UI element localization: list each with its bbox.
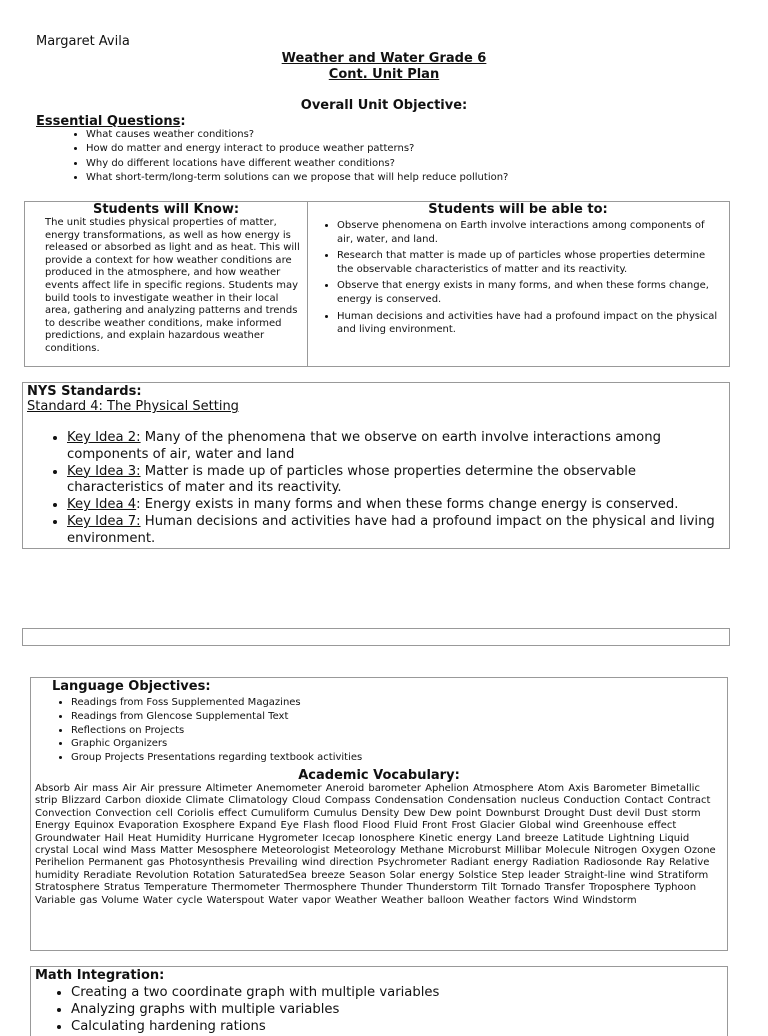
key-idea-label: Key Idea 3:: [67, 463, 141, 479]
able-heading: Students will be able to:: [428, 202, 608, 217]
math-box: [30, 966, 728, 1036]
list-item: • Analyzing graphs with multiple variables: [71, 1002, 727, 1019]
list-item: • Group Projects Presentations regarding textbook activities: [71, 751, 727, 765]
nys-heading: NYS Standards:: [27, 384, 142, 399]
list-item: • What short-term/long-term solutions can we propose that will help reduce pollution?: [86, 171, 508, 185]
list-item: • Reflections on Projects: [71, 724, 727, 738]
document-subtitle: Cont. Unit Plan: [328, 67, 440, 82]
list-item: [67, 497, 725, 514]
nys-standard: Standard 4: The Physical Setting: [27, 399, 239, 414]
list-item: [67, 514, 725, 548]
key-idea-text: Matter is made up of particles whose properties determine the observable characteristics of mater and its reactivity.: [67, 463, 636, 496]
list-item: • Observe phenomena on Earth involve interactions among components of air, water, and land.: [337, 219, 723, 246]
list-item: • What causes weather conditions?: [86, 128, 508, 142]
key-idea-text: : Energy exists in many forms and when these forms change energy is conserved.: [136, 497, 679, 513]
list-item: [67, 430, 725, 464]
key-idea-label: Key Idea 2:: [67, 430, 141, 445]
empty-box: [22, 628, 730, 646]
list-item: • Graphic Organizers: [71, 737, 727, 751]
language-heading: Language Objectives:: [52, 679, 211, 694]
key-idea-text: Human decisions and activities have had a profound impact on the physical and living environment.: [67, 513, 715, 546]
essential-questions-heading: Essential Questions:: [36, 114, 186, 129]
vocabulary-text: Absorb Air mass Air Air pressure Altimeter Anemometer Aneroid barometer Aphelion Atmosphere Atom Axis Barometer Bimetallic strip Blizzard Carbon dioxide Climate Climatology Cloud Compass Condensation Condensation nucleus Conduction Contact Contract Convection Convection cell Coriolis effect Cumuliform Cumulus Density Dew Dew point Downburst Drought Dust devil Dust storm Energy Equinox Evaporation Exosphere Expand Eye Flash flood Flood Fluid Front Frost Glacier Global wind Greenhouse effect Groundwater Hail Heat Humidity Hurricane Hygrometer Icecap Ionosphere Kinetic energy Land breeze Latitude Lightning Liquid crystal Local wind Mass Matter Mesosphere Meteorologist Meteorology Methane Microburst Millibar Molecule Nitrogen Oxygen Ozone Perihelion Permanent gas Photosynthesis Prevailing wind direction Psychrometer Radiant energy Radiation Radiosonde Ray Relative humidity Reradiate Revolution Rotation SaturatedSea breeze Season Solar energy Solstice Step leader Straight-line wind Stratiform Stratosphere Stratus Temperature Thermometer Thermosphere Thunder Thunderstorm Tilt Tornado Transfer Troposphere Typhoon Variable gas Volume Water cycle Waterspout Water vapor Weather Weather balloon Weather factors Wind Windstorm: [35, 782, 716, 906]
know-able-table: [24, 201, 730, 367]
know-text: The unit studies physical properties of matter, energy transformations, as well as how energy is released or absorbed as light and as heat. This will provide a context for how weather conditions are produced in the atmosphere, and how weather events affect life in specific regions. Students may build tools to investigate weather in their local area, gathering and analyzing patterns and trends to describe weather conditions, make informed predictions, and explain hazardous weather conditions.: [45, 217, 300, 354]
nys-standards-box: [22, 382, 730, 549]
able-cell: [307, 202, 729, 340]
math-list: [31, 985, 727, 1035]
document-title: Weather and Water Grade 6: [281, 51, 487, 66]
list-item: • Calculating hardening rations: [71, 1019, 727, 1036]
key-ideas-list: [27, 430, 725, 548]
list-item: • Readings from Glencose Supplemental Text: [71, 710, 727, 724]
list-item: • Why do different locations have different weather conditions?: [86, 157, 508, 171]
able-list: [307, 219, 729, 337]
list-item: • Observe that energy exists in many forms, and when these forms change, energy is conserved.: [337, 279, 723, 306]
author-name: Margaret Avila: [36, 34, 130, 49]
list-item: • Human decisions and activities have had a profound impact on the physical and living environment.: [337, 310, 723, 337]
know-heading: Students will Know:: [92, 202, 240, 217]
list-item: • Research that matter is made up of particles whose properties determine the observable characteristics of matter and its reactivity.: [337, 249, 723, 276]
key-idea-label: Key Idea 7:: [67, 513, 141, 529]
list-item: • Creating a two coordinate graph with multiple variables: [71, 985, 727, 1002]
math-heading: Math Integration:: [35, 968, 165, 983]
list-item: [67, 464, 725, 498]
key-idea-text: Many of the phenomena that we observe on earth involve interactions among components of air, water and land: [67, 430, 661, 462]
list-item: • Readings from Foss Supplemented Magazines: [71, 696, 727, 710]
objective-heading: Overall Unit Objective:: [300, 98, 468, 113]
key-idea-label: Key Idea 4: [67, 497, 137, 513]
essential-questions-list: [68, 128, 508, 185]
vocabulary-heading: Academic Vocabulary:: [298, 767, 460, 783]
know-cell: [25, 202, 308, 366]
list-item: • How do matter and energy interact to produce weather patterns?: [86, 142, 508, 156]
language-box: [30, 677, 728, 951]
language-list: [31, 696, 727, 765]
